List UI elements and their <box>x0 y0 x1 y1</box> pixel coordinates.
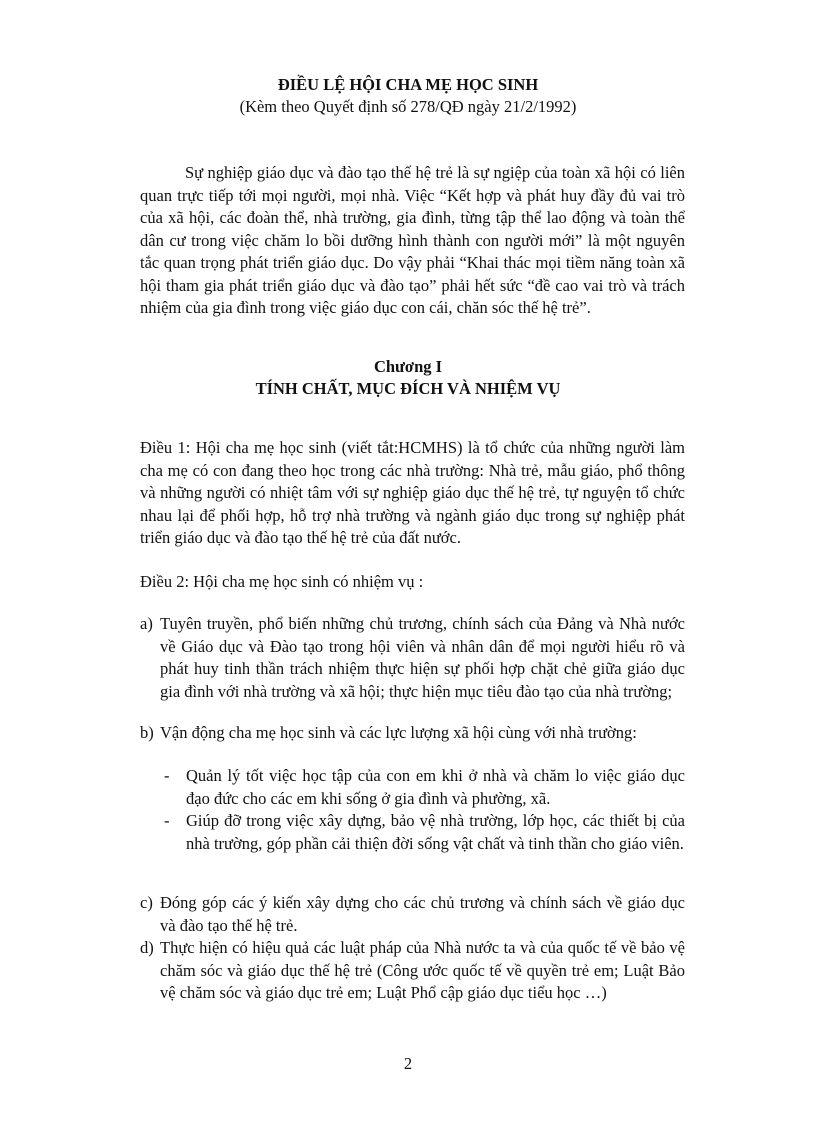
sub-list-item-1 <box>164 765 685 810</box>
page-number: 2 <box>403 1054 413 1073</box>
list-item-c <box>140 892 685 937</box>
list-marker: b) <box>140 723 154 742</box>
article-1-paragraph: Điều 1: Hội cha mẹ học sinh (viết tắt:HCMHS) là tổ chức của những người làm cha mẹ có con đang theo học trong các nhà trường: Nhà trẻ, mẫu giáo, phổ thông và những người có nhiệt tâm với sự nghiệp giáo dục thế hệ trẻ, tự nguyện tổ chức nhau lại để phối hợp, hỗ trợ nhà trường và ngành giáo dục trong sự nghiệp phát triển giáo dục và đào tạo thế hệ trẻ của đất nước. <box>140 438 685 547</box>
list-item-text: Thực hiện có hiệu quả các luật pháp của Nhà nước ta và của quốc tế về bảo vệ chăm sóc và giáo dục thế hệ trẻ (Công ước quốc tế về quyền trẻ em; Luật Bảo vệ chăm sóc và giáo dục trẻ em; Luật Phổ cập giáo dục tiểu học …) <box>160 938 685 1002</box>
dash-marker: - <box>164 766 170 785</box>
list-item-text: Tuyên truyền, phổ biến những chủ trương, chính sách của Đảng và Nhà nước về Giáo dục và Đào tạo trong hội viên và nhân dân để mọi người hiểu rõ và phát huy tinh thần trách nhiệm thực hiện sự phối hợp chặt chẻ giữa giáo dục gia đình với nhà trường và xã hội; thực hiện mục tiêu đào tạo của nhà trường; <box>160 614 685 701</box>
chapter-number: Chương I <box>373 357 443 376</box>
list-marker: d) <box>140 938 154 957</box>
intro-paragraph: Sự nghiệp giáo dục và đào tạo thế hệ trẻ là sự ngiệp của toàn xã hội có liên quan trực tiếp tới mọi người, mọi nhà. Việc “Kết hợp và phát huy đầy đủ vai trò của xã hội, các đoàn thể, nhà trường, gia đình, từng tập thể lao động và toàn thể dân cư trong việc chăm lo bồi dưỡng hình thành con người mới” là một nguyên tắc quan trọng phát triển giáo dục. Do vậy phải “Khai thác mọi tiềm năng toàn xã hội tham gia phát triển giáo dục và đào tạo” phải hết sức “đề cao vai trò và trách nhiệm của gia đình trong việc giáo dục con cái, chăn sóc thế hệ trẻ”. <box>140 163 685 317</box>
sub-list-item-text: Quản lý tốt việc học tập của con em khi ở nhà và chăm lo việc giáo dục đạo đức cho các em khi sống ở gia đình và phường, xã. <box>186 766 685 808</box>
chapter-title: TÍNH CHẤT, MỤC ĐÍCH VÀ NHIỆM VỤ <box>255 379 561 398</box>
list-item-b <box>140 722 685 745</box>
article-2-heading: Điều 2: Hội cha mẹ học sinh có nhiệm vụ : <box>140 572 424 591</box>
list-item-text: Vận động cha mẹ học sinh và các lực lượng xã hội cùng với nhà trường: <box>160 723 637 742</box>
sub-list-item-2 <box>164 810 685 855</box>
list-item-d <box>140 937 685 1005</box>
list-marker: a) <box>140 614 153 633</box>
dash-marker: - <box>164 811 170 830</box>
list-marker: c) <box>140 893 153 912</box>
document-title: ĐIỀU LỆ HỘI CHA MẸ HỌC SINH <box>277 75 539 94</box>
list-item-a <box>140 613 685 703</box>
list-item-text: Đóng góp các ý kiến xây dựng cho các chủ trương và chính sách về giáo dục và đào tạo thế hệ trẻ. <box>160 893 685 935</box>
document-subtitle: (Kèm theo Quyết định số 278/QĐ ngày 21/2/1992) <box>239 97 577 116</box>
sub-list-item-text: Giúp đỡ trong việc xây dựng, bảo vệ nhà trường, lớp học, các thiết bị của nhà trường, góp phần cải thiện đời sống vật chất và tinh thần cho giáo viên. <box>186 811 685 853</box>
